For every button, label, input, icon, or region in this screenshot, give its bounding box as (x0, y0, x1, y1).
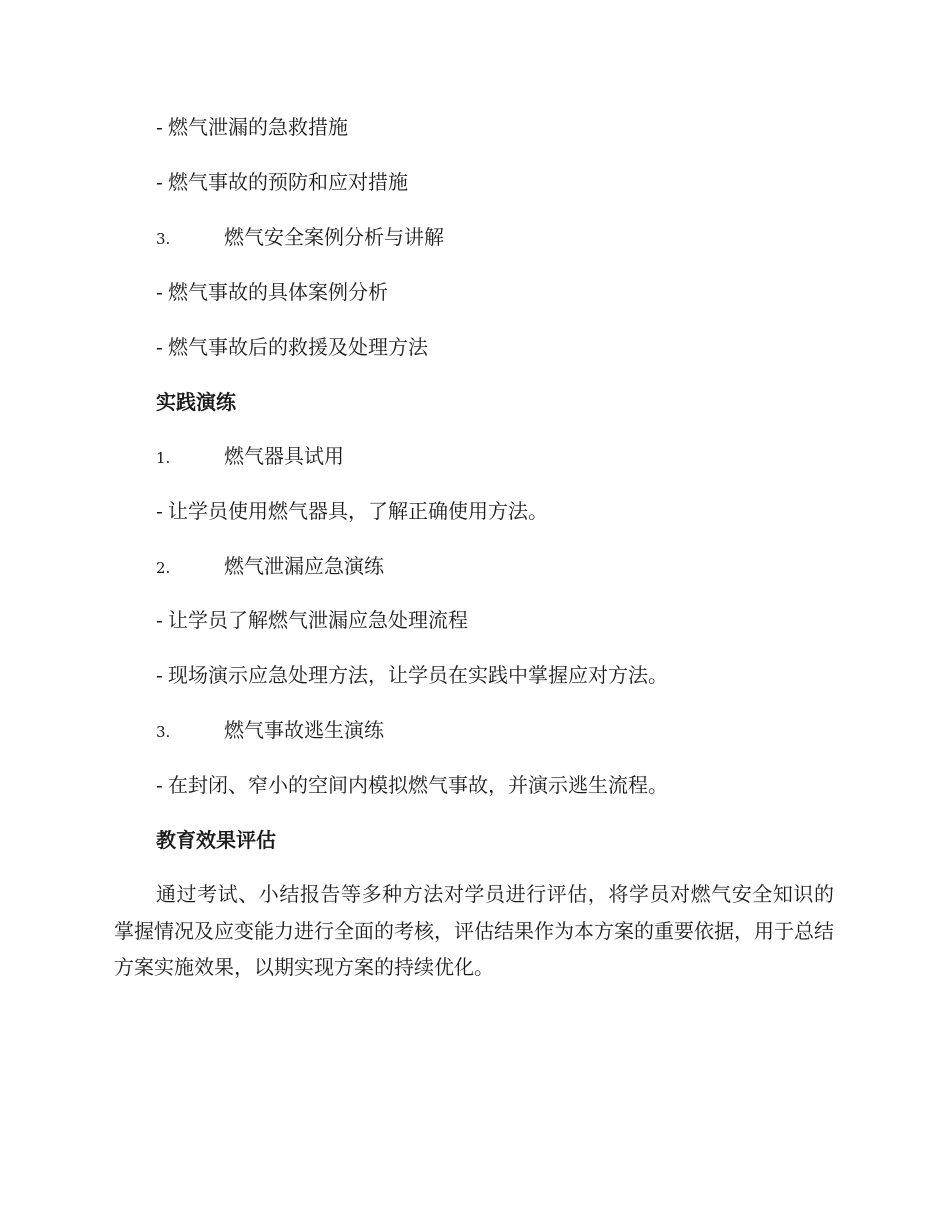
item-text: 燃气泄漏应急演练 (224, 554, 384, 578)
item-number: 3. (156, 230, 171, 248)
item-number: 2. (156, 559, 171, 577)
numbered-item (156, 444, 344, 470)
item-number: 1. (156, 449, 171, 467)
item-text: 燃气器具试用 (224, 444, 344, 468)
bullet-text: 燃气事故后的救援及处理方法 (168, 335, 428, 359)
bullet-item (156, 499, 548, 523)
bullet-text: 现场演示应急处理方法，让学员在实践中掌握应对方法。 (168, 663, 668, 687)
numbered-item (156, 718, 384, 744)
section-heading: 实践演练 (156, 390, 236, 414)
section-heading: 教育效果评估 (156, 828, 276, 852)
bullet-dash: - (156, 335, 163, 359)
bullet-item (156, 115, 348, 139)
numbered-item (156, 225, 444, 251)
bullet-text: 燃气事故的预防和应对措施 (168, 170, 408, 194)
bullet-text: 在封闭、窄小的空间内模拟燃气事故，并演示逃生流程。 (168, 773, 668, 797)
numbered-item (156, 554, 384, 580)
bullet-item (156, 335, 428, 359)
bullet-dash: - (156, 663, 163, 687)
bullet-dash: - (156, 773, 163, 797)
bullet-text: 燃气泄漏的急救措施 (168, 115, 348, 139)
bullet-dash: - (156, 499, 163, 523)
bullet-dash: - (156, 115, 163, 139)
bullet-text: 让学员使用燃气器具，了解正确使用方法。 (168, 499, 548, 523)
bullet-item (156, 170, 408, 194)
bullet-item (156, 608, 468, 632)
bullet-item (156, 280, 388, 304)
item-text: 燃气安全案例分析与讲解 (224, 225, 444, 249)
bullet-text: 燃气事故的具体案例分析 (168, 280, 388, 304)
body-paragraph: 通过考试、小结报告等多种方法对学员进行评估，将学员对燃气安全知识的掌握情况及应变能力进行全面的考核，评估结果作为本方案的重要依据，用于总结方案实施效果，以期实现方案的持续优化。 (114, 882, 834, 979)
bullet-item (156, 773, 668, 797)
bullet-item (156, 663, 668, 687)
bullet-dash: - (156, 608, 163, 632)
bullet-dash: - (156, 170, 163, 194)
bullet-text: 让学员了解燃气泄漏应急处理流程 (168, 608, 468, 632)
item-number: 3. (156, 723, 171, 741)
item-text: 燃气事故逃生演练 (224, 718, 384, 742)
bullet-dash: - (156, 280, 163, 304)
